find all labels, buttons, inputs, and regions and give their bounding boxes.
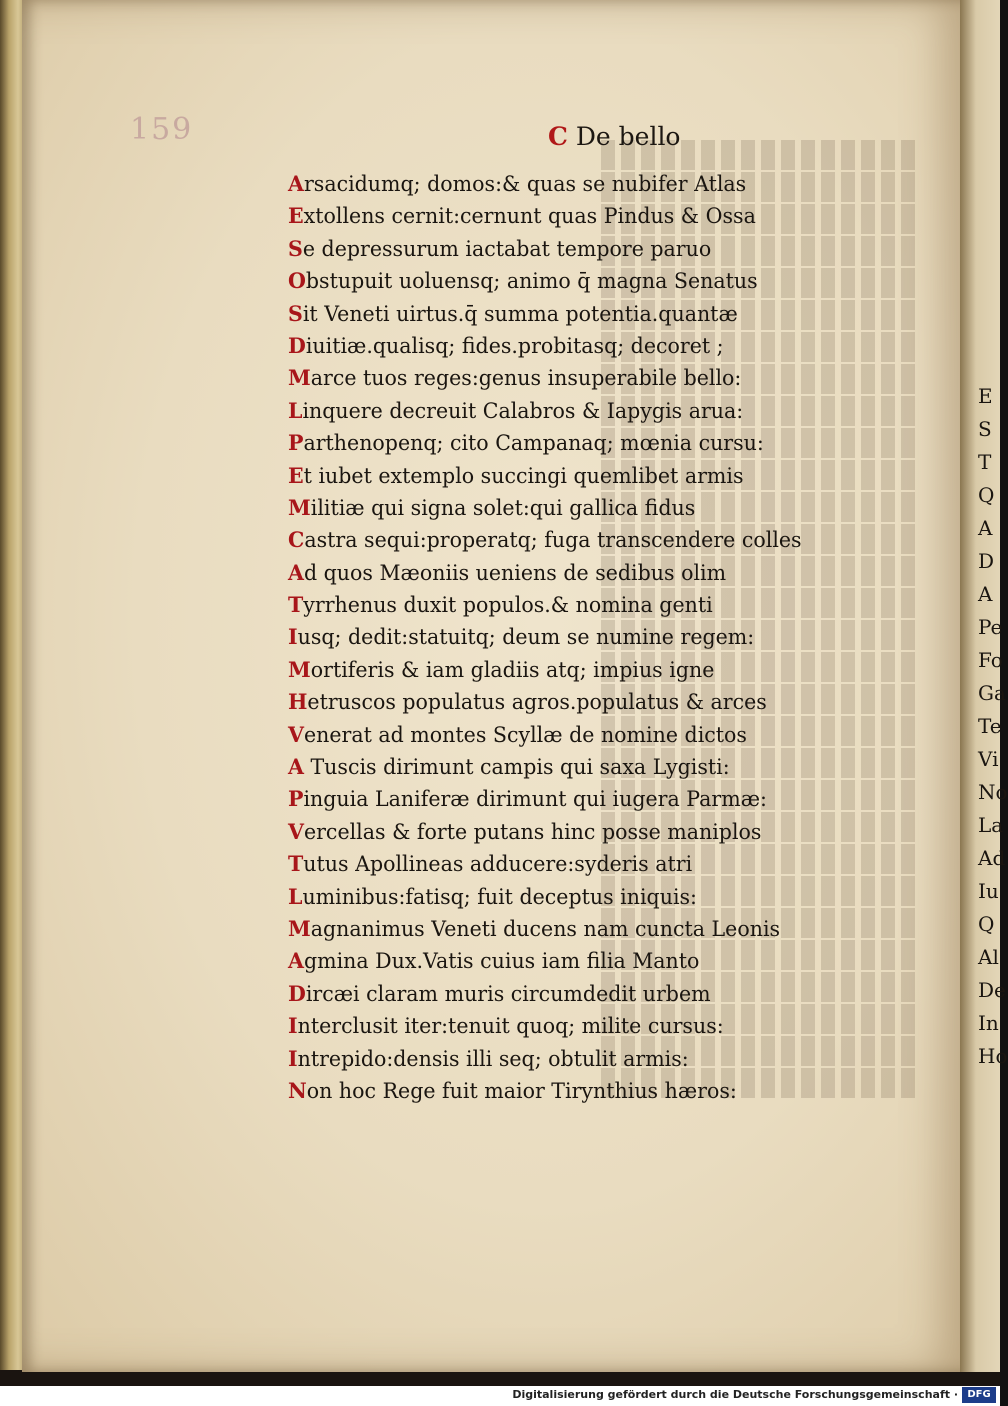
rubricated-initial: A: [288, 559, 304, 585]
rubricated-initial: I: [288, 1045, 298, 1071]
verse-line: [288, 524, 836, 556]
verse-text: ercellas & forte putans hinc posse maniplos: [303, 819, 762, 844]
verse-text: astra sequi:properatq; fuga transcendere colles: [304, 528, 802, 553]
facing-page-letter: Iu: [978, 879, 999, 903]
rubricated-initial: I: [288, 1013, 298, 1039]
rubricated-initial: V: [288, 721, 304, 747]
verse-text: etruscos populatus agros.populatus & arces: [307, 690, 767, 715]
rubricated-initial: L: [288, 883, 303, 909]
verse-line: [288, 783, 836, 815]
verse-line: [288, 1010, 836, 1042]
verse-line: [288, 330, 836, 362]
verse-text: d quos Mæoniis ueniens de sedibus olim: [303, 560, 727, 585]
verse-line: [288, 557, 836, 589]
verse-text: ntrepido:densis illi seq; obtulit armis:: [297, 1046, 689, 1071]
verse-text: agnanimus Veneti ducens nam cuncta Leonis: [310, 916, 781, 941]
verse-line: [288, 719, 836, 751]
verse-text: on hoc Rege fuit maior Tirynthius hæros:: [306, 1078, 737, 1103]
facing-page-letter: D: [978, 549, 995, 573]
rubricated-initial: E: [288, 462, 304, 488]
rubricated-initial: D: [288, 332, 306, 358]
facing-page-letter: E: [978, 384, 993, 408]
verse-text: ortiferis & iam gladiis atq; impius igne: [310, 657, 715, 682]
facing-page-letter: Te: [978, 714, 1002, 738]
rubricated-initial: P: [288, 430, 304, 456]
pilcrow-mark: C: [548, 122, 568, 151]
facing-page-letter: Q: [978, 483, 995, 507]
rubricated-initial: H: [288, 689, 308, 715]
verse-line: [288, 200, 836, 232]
facing-page-letter: A: [978, 582, 993, 606]
verse-text: usq; dedit:statuitq; deum se numine regem:: [297, 625, 755, 650]
running-header-text: De bello: [575, 122, 681, 151]
rubricated-initial: S: [288, 300, 303, 326]
verse-line: [288, 978, 836, 1010]
verse-text: utus Apollineas adducere:syderis atri: [303, 852, 693, 877]
rubricated-initial: S: [288, 235, 303, 261]
verse-line: [288, 686, 836, 718]
verse-text: iuitiæ.qualisq; fides.probitasq; decoret ;: [305, 333, 724, 358]
verse-line: [288, 816, 836, 848]
verse-text: ilitiæ qui signa solet:qui gallica fidus: [310, 495, 696, 520]
facing-page-letter: No: [978, 780, 1008, 804]
facing-page-letter: La: [978, 813, 1004, 837]
rubricated-initial: E: [288, 203, 304, 229]
verse-text: nterclusit iter:tenuit quoq; milite cursus:: [297, 1014, 724, 1039]
rubricated-initial: N: [288, 1077, 307, 1103]
facing-page-letter: Q: [978, 912, 995, 936]
facing-page-letter: Ad: [978, 846, 1006, 870]
verse-line: [288, 881, 836, 913]
verse-line: [288, 233, 836, 265]
facing-page-letter: Fo: [978, 648, 1003, 672]
verse-line: [288, 589, 836, 621]
verse-text: bstupuit uoluensq; animo q̄ magna Senatus: [305, 269, 758, 294]
verse-line: [288, 168, 836, 200]
rubricated-initial: M: [288, 365, 311, 391]
rubricated-initial: C: [288, 527, 305, 553]
facing-page-letter: S: [978, 417, 992, 441]
verse-text: yrrhenus duxit populos.& nomina genti: [303, 593, 713, 618]
dfg-logo: DFG: [962, 1387, 996, 1403]
verse-text: Tuscis dirimunt campis qui saxa Lygisti:: [303, 755, 730, 780]
verse-text: uminibus:fatisq; fuit deceptus iniquis:: [302, 884, 697, 909]
verse-text: inquere decreuit Calabros & Iapygis arua:: [302, 398, 744, 423]
verse-text: arthenopenq; cito Campanaq; mœnia cursu:: [303, 431, 764, 456]
rubricated-initial: T: [288, 851, 304, 877]
verse-line: [288, 362, 836, 394]
facing-page-letter: A: [978, 516, 993, 540]
verse-line: [288, 848, 836, 880]
rubricated-initial: O: [288, 268, 306, 294]
rubricated-initial: A: [288, 171, 304, 196]
verse-text: ircæi claram muris circumdedit urbem: [305, 981, 711, 1006]
verse-text: it Veneti uirtus.q̄ summa potentia.quantæ: [302, 301, 738, 326]
verse-text: e depressurum iactabat tempore paruo: [302, 236, 712, 261]
verse-line: [288, 460, 836, 492]
verse-block: [288, 168, 848, 1107]
handwritten-folio-number: 159: [130, 112, 194, 147]
verse-line: [288, 621, 836, 653]
facing-page-letter: De: [978, 978, 1006, 1002]
rubricated-initial: M: [288, 494, 311, 520]
verse-line: [288, 492, 836, 524]
verse-line: [288, 265, 836, 297]
rubricated-initial: M: [288, 915, 311, 941]
rubricated-initial: D: [288, 980, 306, 1006]
verse-line: [288, 945, 836, 977]
verse-text: rsacidumq; domos:& quas se nubifer Atlas: [303, 172, 747, 196]
rubricated-initial: T: [288, 592, 304, 618]
verse-text: inguia Laniferæ dirimunt qui iugera Parmæ:: [303, 787, 767, 812]
verse-line: [288, 1075, 836, 1107]
verse-line: [288, 1043, 836, 1075]
verse-line: [288, 751, 836, 783]
verse-text: enerat ad montes Scyllæ de nomine dictos: [303, 722, 747, 747]
verse-text: arce tuos reges:genus insuperabile bello:: [310, 366, 742, 391]
facing-page-letter: Vi: [978, 747, 999, 771]
verse-text: xtollens cernit:cernunt quas Pindus & Ossa: [303, 204, 756, 229]
verse-text: gmina Dux.Vatis cuius iam filia Manto: [303, 949, 700, 974]
rubricated-initial: P: [288, 786, 304, 812]
running-header: [548, 122, 681, 151]
facing-page-letter: Al: [978, 945, 999, 969]
rubricated-initial: L: [288, 397, 303, 423]
verse-line: [288, 654, 836, 686]
facing-page-letter: In: [978, 1011, 999, 1035]
rubricated-initial: A: [288, 948, 304, 974]
footer-credit: Digitalisierung gefördert durch die Deutsche Forschungsgemeinschaft ·: [512, 1388, 958, 1401]
facing-page-letter: Ga: [978, 681, 1006, 705]
facing-page-letter: T: [978, 450, 992, 474]
facing-page-letters: [978, 380, 1008, 1073]
verse-line: [288, 427, 836, 459]
rubricated-initial: A: [288, 754, 304, 780]
facing-page-letter: Ho: [978, 1044, 1008, 1068]
rubricated-initial: I: [288, 624, 298, 650]
verse-line: [288, 298, 836, 330]
verse-text: t iubet extemplo succingi quemlibet armis: [303, 463, 744, 488]
rubricated-initial: M: [288, 656, 311, 682]
rubricated-initial: V: [288, 818, 304, 844]
facing-page-letter: Pe: [978, 615, 1003, 639]
verse-line: [288, 395, 836, 427]
verse-line: [288, 913, 836, 945]
